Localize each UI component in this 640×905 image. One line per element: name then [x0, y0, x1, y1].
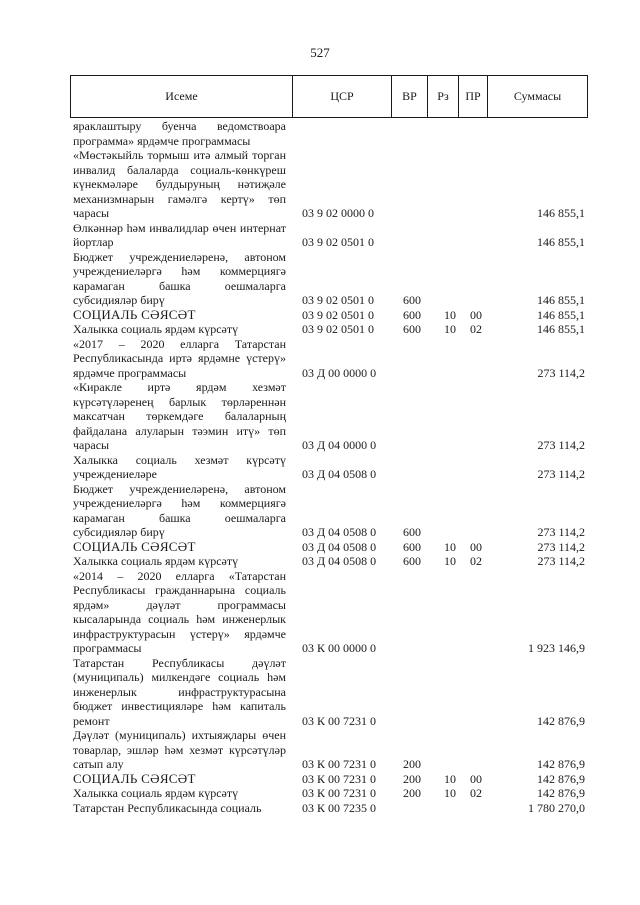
row-rz: 10 [444, 771, 456, 786]
row-vr: 600 [403, 525, 421, 539]
row-values [0, 786, 640, 801]
row-values [0, 438, 640, 453]
table-body [0, 119, 640, 815]
table-row [0, 308, 640, 323]
table-row [0, 482, 640, 540]
table-row [0, 148, 640, 221]
row-pr: 00 [470, 771, 482, 786]
row-name: Бюджет учреждениеләренә, автоном учреждениеләргә һәм коммерциягә карамаган башка оешмаларга субсидияләр бирү [73, 249, 286, 307]
row-name: «2017 – 2020 елларга Татарстан Республикасында иртә ярдәмне үстерү» ярдәмче программасы [73, 336, 286, 380]
row-sum: 1 780 270,0 [528, 800, 585, 815]
row-values [0, 554, 640, 569]
table-row [0, 554, 640, 569]
row-csr: 03 Д 04 0000 0 [302, 438, 377, 452]
table-row [0, 801, 640, 816]
row-csr: 03 9 02 0501 0 [302, 235, 374, 249]
header-csr: ЦСР [293, 76, 392, 117]
row-sum: 146 855,1 [537, 206, 585, 220]
row-name: Бюджет учреждениеләренә, автоном учреждениеләргә һәм коммерциягә карамаган башка оешмаларга субсидияләр бирү [73, 481, 286, 539]
row-values [0, 206, 640, 221]
row-sum: 146 855,1 [537, 322, 585, 336]
header-name: Исеме [71, 76, 293, 117]
row-pr: 00 [470, 539, 482, 554]
table-row [0, 772, 640, 787]
row-csr: 03 Д 04 0508 0 [302, 554, 377, 568]
row-sum: 273 114,2 [537, 365, 585, 380]
row-csr: 03 К 00 0000 0 [302, 641, 377, 655]
row-values [0, 525, 640, 540]
row-csr: 03 Д 04 0508 0 [302, 539, 377, 554]
row-sum: 273 114,2 [537, 467, 585, 481]
row-name: СОЦИАЛЬ СӘЯСӘТ [73, 306, 196, 322]
header-vr: ВР [392, 76, 428, 117]
row-name: СОЦИАЛЬ СӘЯСӘТ [73, 538, 196, 554]
row-vr: 600 [403, 539, 421, 554]
row-csr: 03 К 00 7231 0 [302, 713, 377, 728]
row-name: Өлкәннәр һәм инвалидлар өчен интернат йортлар [73, 220, 286, 249]
table-row [0, 322, 640, 337]
table-row [0, 119, 640, 148]
row-sum: 142 876,9 [537, 757, 585, 771]
row-sum: 273 114,2 [537, 539, 585, 554]
row-values [0, 308, 640, 323]
row-vr: 200 [403, 771, 421, 786]
row-name: «2014 – 2020 елларга «Татарстан Республикасы гражданнарына социаль ярдәм» дәүләт программасы кысаларында социаль һәм инженерлык инфраструктурасын үстерү» ярдәмче программасы [73, 568, 286, 655]
row-rz: 10 [444, 322, 456, 336]
row-vr: 600 [403, 293, 421, 307]
row-name: СОЦИАЛЬ СӘЯСӘТ [73, 770, 196, 786]
table-row [0, 250, 640, 308]
row-vr: 200 [403, 757, 421, 771]
row-name: яраклаштыру буенча ведомствоара программа» ярдәмче программасы [73, 119, 286, 148]
row-pr: 02 [470, 322, 482, 336]
row-csr: 03 К 00 7231 0 [302, 757, 377, 771]
row-vr: 200 [403, 786, 421, 800]
row-sum: 146 855,1 [537, 293, 585, 307]
row-rz: 10 [444, 786, 456, 800]
header-rz: Рз [428, 76, 459, 117]
row-csr: 03 9 02 0501 0 [302, 293, 374, 307]
row-csr: 03 9 02 0501 0 [302, 322, 374, 336]
table-row [0, 728, 640, 772]
row-name: Дәүләт (муниципаль) ихтыяҗлары өчен товарлар, эшләр һәм хезмәт күрсәтүләр сатып алу [73, 728, 286, 771]
row-values [0, 772, 640, 787]
row-sum: 1 923 146,9 [528, 641, 585, 655]
row-csr: 03 Д 04 0508 0 [302, 467, 377, 481]
row-values [0, 134, 640, 149]
row-values [0, 322, 640, 337]
row-sum: 142 876,9 [537, 771, 585, 786]
row-values [0, 293, 640, 308]
row-values [0, 641, 640, 656]
row-csr: 03 9 02 0501 0 [302, 307, 374, 322]
row-vr: 600 [403, 322, 421, 336]
row-values [0, 757, 640, 772]
table-row [0, 656, 640, 729]
row-name: «Мөстәкыйль тормыш итә алмый торган инвалид балаларда социаль-көнкүреш күнекмәләре булдыруның нәтиҗәле механизмнарын гамәлгә кертү» төп чарасы [73, 148, 286, 220]
row-sum: 273 114,2 [537, 525, 585, 539]
row-values [0, 467, 640, 482]
row-values [0, 540, 640, 555]
row-name: Халыкка социаль ярдәм күрсәтү [73, 554, 239, 568]
row-name: «Киракле иртә ярдәм хезмәт күрсәтүләренең барлык төрләреннән максатчан төркемдәге балаларның файдалана алуларын тәэмин итү» төп чарасы [73, 380, 286, 452]
row-sum: 273 114,2 [537, 554, 585, 568]
row-csr: 03 К 00 7231 0 [302, 786, 377, 800]
table-row [0, 540, 640, 555]
row-name: Татарстан Республикасы дәүләт (муниципаль) милкендәге социаль һәм инженерлык инфраструктурасына бюджет инвестицияләре һәм капиталь ремонт [73, 655, 286, 728]
row-values [0, 714, 640, 729]
row-rz: 10 [444, 307, 456, 322]
page-number: 527 [310, 45, 330, 60]
row-values [0, 366, 640, 381]
table-row [0, 453, 640, 482]
row-sum: 146 855,1 [537, 235, 585, 249]
row-rz: 10 [444, 554, 456, 568]
header-sum: Суммасы [513, 89, 562, 103]
table-row [0, 569, 640, 656]
row-csr: 03 9 02 0000 0 [302, 206, 374, 220]
table-row [0, 786, 640, 801]
row-csr: 03 Д 04 0508 0 [302, 525, 377, 539]
row-vr: 600 [403, 554, 421, 568]
table-header [70, 75, 588, 118]
row-pr: 00 [470, 307, 482, 322]
row-sum: 142 876,9 [537, 713, 585, 728]
row-pr: 02 [470, 554, 482, 568]
table-row [0, 221, 640, 250]
row-name: Халыкка социаль ярдәм күрсәтү [73, 786, 239, 800]
table-row [0, 380, 640, 453]
row-name: Халыкка социаль хезмәт күрсәтү учреждениеләре [73, 452, 286, 481]
row-name: Татарстан Республикасында социаль [73, 800, 262, 815]
row-csr: 03 Д 00 0000 0 [302, 365, 377, 380]
table-row [0, 337, 640, 381]
row-sum: 142 876,9 [537, 786, 585, 800]
row-vr: 600 [403, 307, 421, 322]
row-sum: 273 114,2 [537, 438, 585, 452]
row-csr: 03 К 00 7231 0 [302, 771, 377, 786]
row-sum: 146 855,1 [537, 307, 585, 322]
row-name: Халыкка социаль ярдәм күрсәтү [73, 322, 239, 336]
header-pr: ПР [459, 76, 488, 117]
row-rz: 10 [444, 539, 456, 554]
row-csr: 03 К 00 7235 0 [302, 800, 377, 815]
row-values [0, 801, 640, 816]
row-pr: 02 [470, 786, 482, 800]
row-values [0, 235, 640, 250]
